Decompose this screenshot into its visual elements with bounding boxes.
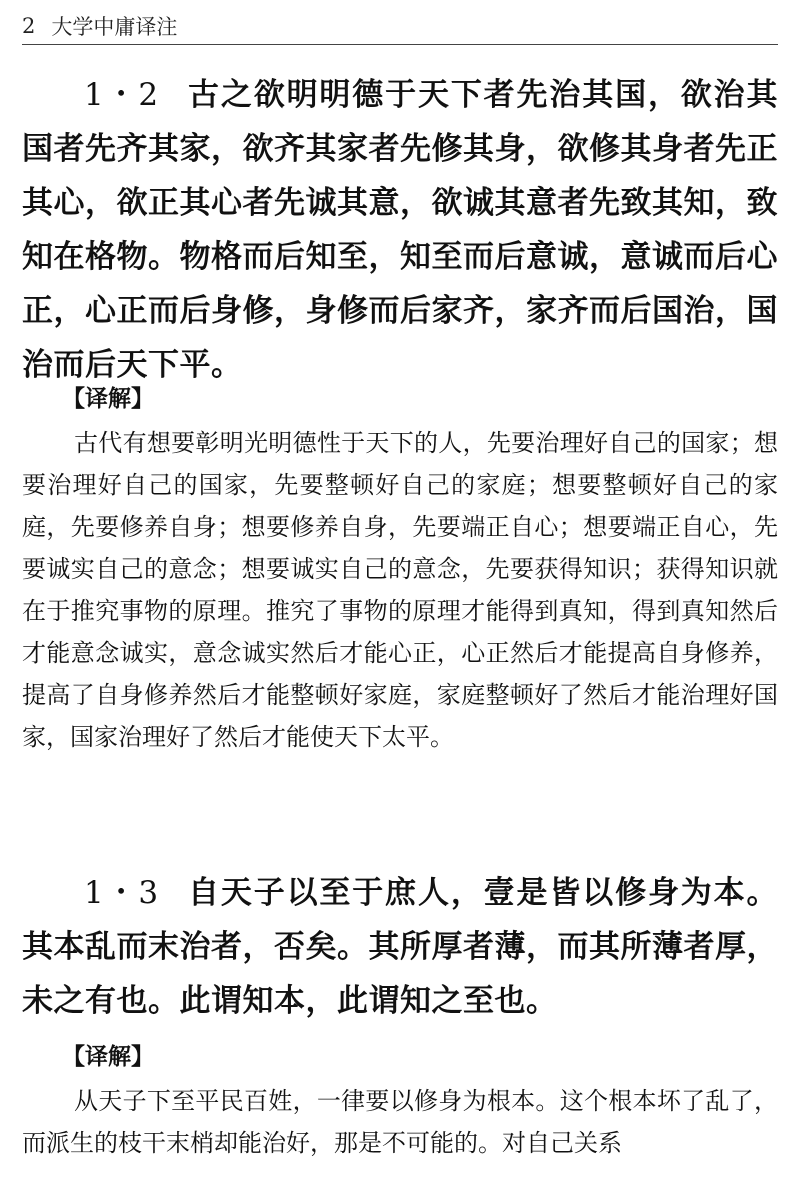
verse-text: 古之欲明明德于天下者先治其国，欲治其国者先齐其家，欲齐其家者先修其身，欲修其身者先正其心，欲正其心者先诚其意，欲诚其意者先致其知，致知在格物。物格而后知至，知至而后意诚，意诚而后心正，心正而后身修，身修而后家齐，家齐而后国治，国治而后天下平。 [22, 77, 778, 383]
book-title: 大学中庸译注 [51, 15, 178, 39]
verse-number: 1・2 [84, 77, 159, 113]
translation-text: 古代有想要彰明光明德性于天下的人，先要治理好自己的国家；想要治理好自己的国家，先要整顿好自己的家庭；想要整顿好自己的家庭，先要修养自身；想要修养自身，先要端正自心；想要端正自心，先要诚实自己的意念；想要诚实自己的意念，先要获得知识；获得知识就在于推究事物的原理。推究了事物的原理才能得到真知，得到真知然后才能意念诚实，意念诚实然后才能心正，心正然后才能提高自身修养，提高了自身修养然后才能整顿好家庭，家庭整顿好了然后才能治理好国家，国家治理好了然后才能使天下太平。 [22, 429, 778, 751]
verse-number: 1・3 [84, 875, 159, 911]
translation-label: 【译解】 [62, 386, 154, 412]
page-number: 2 [22, 14, 36, 38]
verse-1-3 [22, 866, 778, 1028]
page-header [22, 8, 778, 44]
verse-text: 自天子以至于庶人，壹是皆以修身为本。其本乱而末治者，否矣。其所厚者薄，而其所薄者厚，未之有也。此谓知本，此谓知之至也。 [22, 875, 778, 1019]
header-rule [22, 44, 778, 45]
verse-1-2 [22, 68, 778, 392]
translation-text: 从天子下至平民百姓，一律要以修身为根本。这个根本坏了乱了，而派生的枝干末梢却能治好，那是不可能的。对自己关系 [22, 1087, 778, 1157]
translation-label: 【译解】 [62, 1044, 154, 1070]
